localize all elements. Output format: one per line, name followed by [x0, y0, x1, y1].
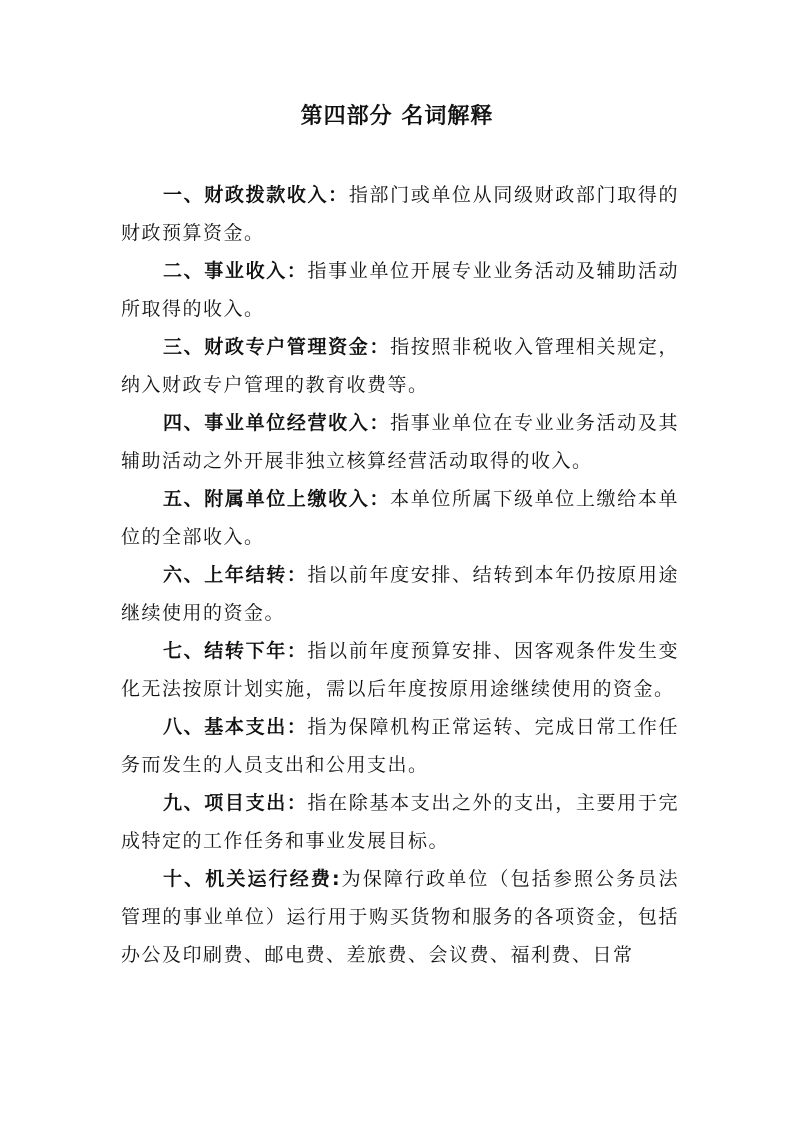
glossary-entry-9 — [121, 784, 679, 860]
glossary-term: 十、机关运行经费: — [163, 868, 342, 890]
glossary-definition: 指部门或单位从同级财政部门取得的财政预算资金。 — [121, 184, 679, 244]
glossary-entry-7 — [121, 632, 679, 708]
glossary-entry-5 — [121, 480, 679, 556]
glossary-term: 九、项目支出： — [163, 792, 308, 814]
glossary-entry-1 — [121, 176, 679, 252]
glossary-entry-6 — [121, 556, 679, 632]
glossary-definition: 指为保障机构正常运转、完成日常工作任务而发生的人员支出和公用支出。 — [121, 716, 679, 776]
glossary-definition: 指按照非税收入管理相关规定，纳入财政专户管理的教育收费等。 — [121, 336, 679, 396]
glossary-term: 三、财政专户管理资金： — [163, 336, 391, 358]
glossary-entry-2 — [121, 252, 679, 328]
page-title: 第四部分 名词解释 — [300, 104, 494, 129]
glossary-term: 七、结转下年： — [163, 640, 308, 662]
glossary-definition: 为保障行政单位（包括参照公务员法管理的事业单位）运行用于购买货物和服务的各项资金，包括办公及印刷费、邮电费、差旅费、会议费、福利费、日常 — [121, 868, 679, 966]
glossary-definition: 指事业单位在专业业务活动及其辅助活动之外开展非独立核算经营活动取得的收入。 — [121, 412, 679, 472]
glossary-entry-4 — [121, 404, 679, 480]
glossary-term: 四、事业单位经营收入： — [163, 412, 391, 434]
glossary-entry-8 — [121, 708, 679, 784]
glossary-term: 五、附属单位上缴收入： — [163, 488, 391, 510]
glossary-definition: 指在除基本支出之外的支出，主要用于完成特定的工作任务和事业发展目标。 — [121, 792, 679, 852]
glossary-term: 六、上年结转： — [163, 564, 308, 586]
glossary-definition: 本单位所属下级单位上缴给本单位的全部收入。 — [121, 488, 679, 548]
glossary-term: 八、基本支出： — [163, 716, 308, 738]
glossary-definition: 指以前年度预算安排、因客观条件发生变化无法按原计划实施，需以后年度按原用途继续使用的资金。 — [121, 640, 679, 700]
glossary-definition: 指以前年度安排、结转到本年仍按原用途继续使用的资金。 — [121, 564, 679, 624]
glossary-term: 一、财政拨款收入： — [163, 184, 349, 206]
glossary-entry-3 — [121, 328, 679, 404]
glossary-definition: 指事业单位开展专业业务活动及辅助活动所取得的收入。 — [121, 260, 679, 320]
glossary-term: 二、事业收入： — [163, 260, 308, 282]
glossary-list — [121, 176, 679, 974]
glossary-entry-10 — [121, 860, 679, 974]
